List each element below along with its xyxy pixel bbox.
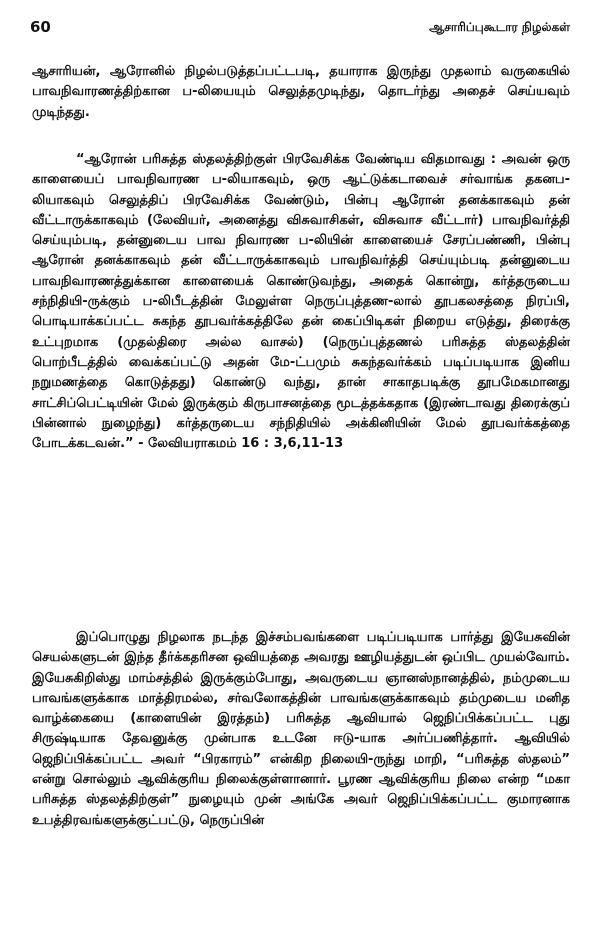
paragraph-scripture-quote: “ஆரோன் பரிசுத்த ஸ்தலத்திற்குள் பிரவேசிக்க வேண்டிய விதமாவது : அவன் ஒரு காளையைப் பாவநிவாரண ப-லியாகவும், ஒரு ஆட்டுக்கடாவைச் சர்வாங்க தகனப-லியாகவும் செலுத்திப் பிரவேசிக்க வேண்டும், பின்பு ஆரோன் தனக்காகவும் தன் வீட்டாருக்காகவும் (லேவியர், அனைத்து விசுவாசிகள், விசுவாச வீட்டார்) பாவநிவர்த்தி செய்யும்படி, தன்னுடைய பாவ நிவாரண ப-லியின் காளையைச் சேரப்பண்ணி, பின்பு ஆரோன் தனக்காகவும் தன் வீட்டாருக்காகவும் பாவநிவர்த்தி செய்யும்படி தன்னுடைய பாவநிவாரணத்துக்கான காளையைக் கொண்டுவந்து, அதைக் கொன்று, கர்த்தருடைய சந்நிதியி-ருக்கும் ப-லிபீடத்தின் மேலுள்ள நெருப்புத்தண-லால் தூபகலசத்தை நிரப்பி, பொடியாக்கப்பட்ட சுகந்த தூபவர்க்கத்திலே தன் கைப்பிடிகள் நிறைய எடுத்து, திரைக்கு உட்புறமாக (முதல்திரை அல்ல வாசல்) (நெருப்புத்தணல் பரிசுத்த ஸ்தலத்தின் பொற்பீடத்தில் வைக்கப்பட்டு அதன் மே-ட்பமும் சுகந்தவர்க்கம் படிப்படியாக இனிய நறுமணத்தை கொடுத்தது) கொண்டு வந்து, தான் சாகாதபடிக்கு தூபமேகமானது சாட்சிப்பெட்டியின் மேல் இருக்கும் கிருபாசனத்தை மூடத்தக்கதாக (இரண்டாவது திரைக்குப் பின்னால் நுழைந்து) கர்த்தருடைய சந்நிதியில் அக்கினியின் மேல் தூபவர்க்கத்தை போடக்கடவன்.” - லேவியராகமம் 16 : 3,6,11-13 xyxy=(32,152,570,452)
paragraph-intro: ஆசாரியன், ஆரோனில் நிழல்படுத்தப்பட்டபடி, தயாராக இருந்து முதலாம் வருகையில் பாவநிவாரணத்திற்கான ப-லியையும் செலுத்தமுடிந்து, தொடர்ந்து அதைச் செய்யவும் முடிந்தது. xyxy=(32,64,570,120)
page-number: 60 xyxy=(30,18,51,36)
paragraph-explanation: இப்பொழுது நிழலாக நடந்த இச்சம்பவங்களை படிப்படியாக பார்த்து இயேசுவின் செயல்களுடன் இந்த தீர்க்கதரிசன ஒவியத்தை அவரது ஊழியத்துடன் ஒப்பிட முயல்வோம். இயேசுகிறிஸ்து மாம்சத்தில் இருக்கும்போது, அவருடைய ஞானஸ்நானத்தில், நம்முடைய பாவங்களுக்காக மாத்திரமல்ல, சர்வலோகத்தின் பாவங்களுக்காகவும் தம்முடைய மனித வாழ்க்கையை (காளையின் இரத்தம்) பரிசுத்த ஆவியால் ஜெநிப்பிக்கப்பட்ட புது சிருஷ்டியாக தேவனுக்கு முன்பாக உடனே ஈடு-யாக அர்ப்பணித்தார். ஆவியில் ஜெநிப்பிக்கப்பட்ட அவர் “பிரகாரம்” என்கிற நிலையி-ருந்து மாறி, “பரிசுத்த ஸ்தலம்” என்று சொல்லும் ஆவிக்குரிய நிலைக்குள்ளானார். பூரண ஆவிக்குரிய நிலை என்ற “மகா பரிசுத்த ஸ்தலத்திற்குள்” நுழையும் முன் அங்கே அவர் ஜெநிப்பிக்கப்பட்ட குமாரனாக உபத்திரவங்களுக்குட்பட்டு, நெருப்பின் xyxy=(32,630,570,828)
running-title: ஆசாரிப்புகூடார நிழல்கள் xyxy=(429,20,570,34)
page-header xyxy=(30,18,570,42)
